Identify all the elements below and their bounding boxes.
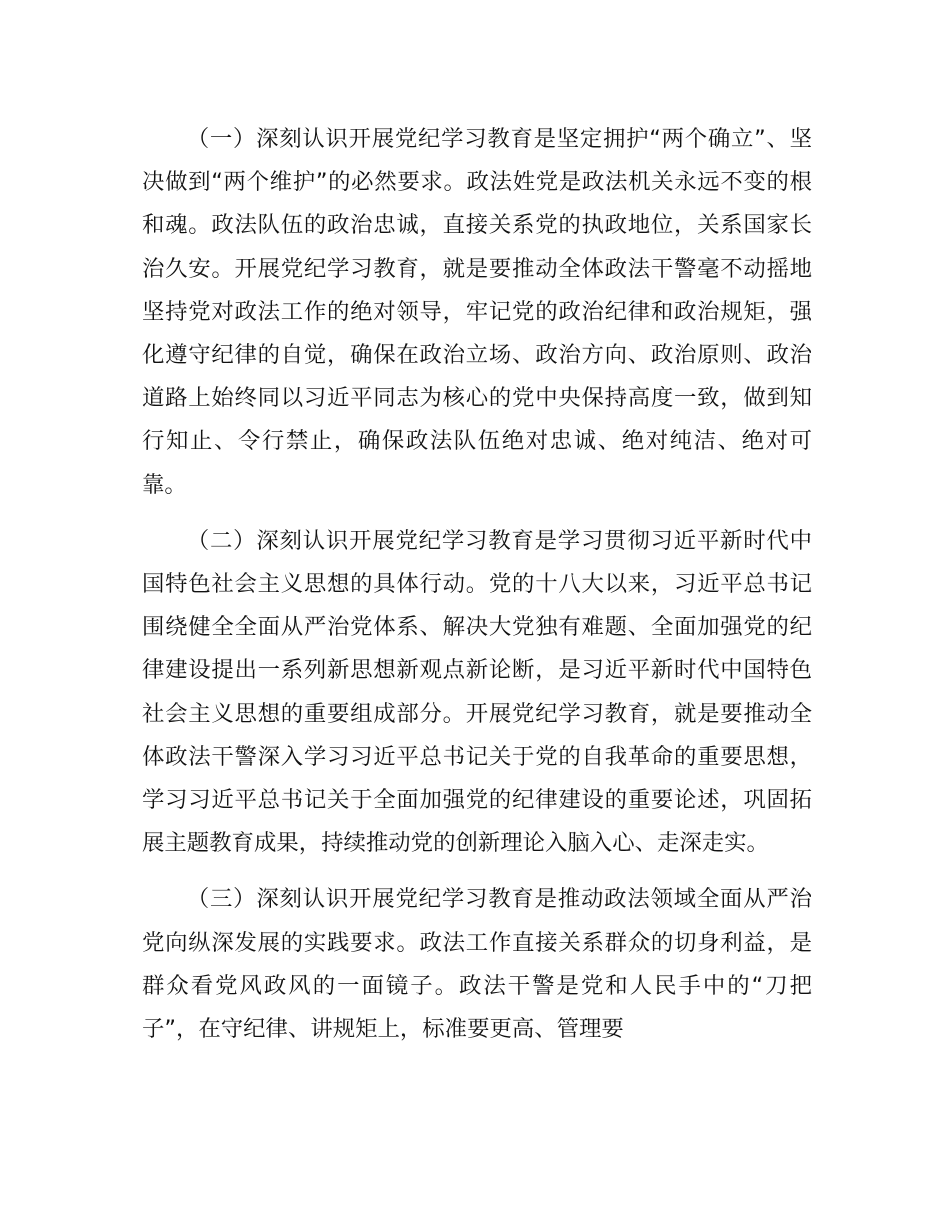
document-body xyxy=(142,118,812,1064)
paragraph-3: （三）深刻认识开展党纪学习教育是推动政法领域全面从严治党向纵深发展的实践要求。政法工作直接关系群众的切身利益，是群众看党风政风的一面镜子。政法干警是党和人民手中的“刀把子”，在守纪律、讲规矩上，标准要更高、管理要 xyxy=(142,886,812,1043)
paragraph-1: （一）深刻认识开展党纪学习教育是坚定拥护“两个确立”、坚决做到“两个维护”的必然要求。政法姓党是政法机关永远不变的根和魂。政法队伍的政治忠诚，直接关系党的执政地位，关系国家长治久安。开展党纪学习教育，就是要推动全体政法干警毫不动摇地坚持党对政法工作的绝对领导，牢记党的政治纪律和政治规矩，强化遵守纪律的自觉，确保在政治立场、政治方向、政治原则、政治道路上始终同以习近平同志为核心的党中央保持高度一致，做到知行知止、令行禁止，确保政法队伍绝对忠诚、绝对纯洁、绝对可靠。 xyxy=(142,126,812,498)
paragraph-2: （二）深刻认识开展党纪学习教育是学习贯彻习近平新时代中国特色社会主义思想的具体行动。党的十八大以来，习近平总书记围绕健全全面从严治党体系、解决大党独有难题、全面加强党的纪律建设提出一系列新思想新观点新论断，是习近平新时代中国特色社会主义思想的重要组成部分。开展党纪学习教育，就是要推动全体政法干警深入学习习近平总书记关于党的自我革命的重要思想，学习习近平总书记关于全面加强党的纪律建设的重要论述，巩固拓展主题教育成果，持续推动党的创新理论入脑入心、走深走实。 xyxy=(142,527,812,857)
